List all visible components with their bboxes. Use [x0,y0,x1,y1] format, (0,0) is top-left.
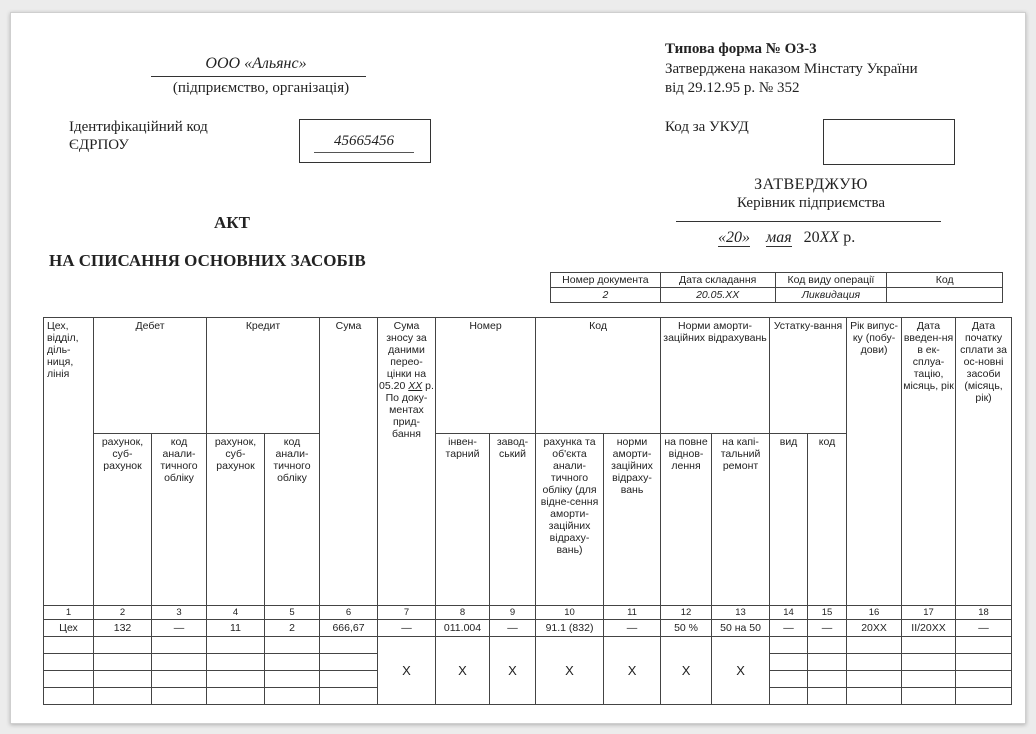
empty-cell [265,637,320,654]
empty-cell [265,688,320,705]
empty-cell [152,671,207,688]
empty-cell [44,688,94,705]
col-number: 12 [661,606,712,620]
cell-factory: — [490,620,536,637]
empty-cell [207,688,265,705]
empty-cell [44,671,94,688]
empty-cell [808,654,847,671]
cell-full-renewal: 50 % [661,620,712,637]
document-sheet [10,12,1026,724]
date-month: мая [766,229,792,246]
empty-cell [44,654,94,671]
empty-cell [320,671,378,688]
empty-cell [94,654,152,671]
sub-debit-account: рахунок, суб-рахунок [94,434,152,606]
cell-depreciation: — [378,620,436,637]
hdr-debit: Дебет [94,318,207,434]
approve-signature-line [676,221,941,222]
sub-debit-analytic-code: код анали-тичного обліку [152,434,207,606]
hdr-equipment: Устатку-вання [770,318,847,434]
act-subtitle: НА СПИСАННЯ ОСНОВНИХ ЗАСОБІВ [49,251,366,270]
col-number: 7 [378,606,436,620]
sub-inventory: інвен-тарний [436,434,490,606]
cell-norms-code: — [604,620,661,637]
cell-debit-analytic: — [152,620,207,637]
empty-cell [770,637,808,654]
col-number: 13 [712,606,770,620]
col-number: 17 [902,606,956,620]
empty-cell [956,654,1012,671]
x-mark: X [378,637,436,705]
sub-factory: завод-ський [490,434,536,606]
cell-credit-analytic: 2 [265,620,320,637]
empty-cell [956,688,1012,705]
hdr-credit: Кредит [207,318,320,434]
hdr-year: Рік випус-ку (побу-дови) [847,318,902,606]
sub-equipment-kind: вид [770,434,808,606]
col-number: 6 [320,606,378,620]
empty-cell [770,671,808,688]
doc-meta-table [550,272,1003,303]
ukud-label: Код за УКУД [665,119,749,135]
sub-capital-repair: на капі-тальний ремонт [712,434,770,606]
approve-head: Керівник підприємства [736,195,885,211]
ukud-box [823,119,955,165]
empty-cell [207,654,265,671]
cell-sum: 666,67 [320,620,378,637]
empty-cell [207,671,265,688]
empty-cell [847,654,902,671]
cell-equipment-code: — [808,620,847,637]
cell-payment-start: — [956,620,1012,637]
col-number: 1 [44,606,94,620]
hdr-sum: Сума [320,318,378,606]
operation-code-header: Код виду операції [775,273,887,288]
x-mark: X [490,637,536,705]
code-value [887,288,1003,303]
empty-cell [902,688,956,705]
empty-cell [956,671,1012,688]
approved-line-1: Затверджена наказом Мінстату України [665,61,918,77]
sub-equipment-code: код [808,434,847,606]
form-title: Типова форма № ОЗ-3 [665,41,817,57]
empty-cell [902,671,956,688]
hdr-norms: Норми аморти-заційних відрахувань [661,318,770,434]
cell-capital-repair: 50 на 50 [712,620,770,637]
cell-year: 20XX [847,620,902,637]
id-code-value: 45665456 [334,133,394,149]
col-number: 3 [152,606,207,620]
hdr-number: Номер [436,318,536,434]
act-title: АКТ [214,213,250,232]
empty-cell [152,688,207,705]
empty-cell [152,654,207,671]
date-year-prefix: 20 [803,229,820,246]
empty-cell [808,688,847,705]
sub-credit-account: рахунок, суб-рахунок [207,434,265,606]
empty-cell [770,654,808,671]
hdr-shop: Цех, відділ, діль-ниця, лінія [44,318,94,606]
col-number: 14 [770,606,808,620]
col-number: 10 [536,606,604,620]
cell-debit-account: 132 [94,620,152,637]
id-code-label-1: Ідентифікаційний код [69,119,208,135]
code-header: Код [887,273,1003,288]
hdr-commission-date: Дата введен-ня в ек-сплуа-тацію, місяць, рік [902,318,956,606]
col-number: 11 [604,606,661,620]
empty-cell [265,654,320,671]
col-number: 5 [265,606,320,620]
empty-cell [320,637,378,654]
cell-inventory: 011.004 [436,620,490,637]
empty-cell [956,637,1012,654]
sub-object-account: рахунка та об'єкта анали-тичного обліку (для відне-сення аморти-заційних відраху-вань) [536,434,604,606]
org-caption: (підприємство, організація) [172,80,350,96]
cell-shop: Цех [44,620,94,637]
hdr-payment-start: Дата початку сплати за ос-новні засоби (місяць, рік) [956,318,1012,606]
date-day: «20» [718,229,750,246]
empty-cell [207,637,265,654]
cell-object-account: 91.1 (832) [536,620,604,637]
col-number: 2 [94,606,152,620]
empty-cell [152,637,207,654]
date-year: XX [819,229,840,246]
id-code-box [299,119,431,163]
hdr-depreciation-xx: ХХ [408,380,423,392]
hdr-depreciation-post: р. По доку-ментах прид-бання [385,380,434,440]
doc-number-value: 2 [551,288,661,303]
empty-cell [94,637,152,654]
x-mark: X [436,637,490,705]
assets-table [43,317,1012,705]
hdr-depreciation-pre: Сума зносу за даними перео-цінки на 05.20 [379,320,427,392]
empty-cell [847,637,902,654]
x-mark: X [712,637,770,705]
empty-cell [94,688,152,705]
empty-cell [847,671,902,688]
doc-number-header: Номер документа [551,273,661,288]
sub-norms-code: норми аморти-заційних відраху-вань [604,434,661,606]
sub-credit-analytic-code: код анали-тичного обліку [265,434,320,606]
col-number: 4 [207,606,265,620]
empty-cell [847,688,902,705]
col-number: 18 [956,606,1012,620]
cell-equipment-kind: — [770,620,808,637]
hdr-depreciation [378,318,436,606]
x-mark: X [604,637,661,705]
approve-title: ЗАТВЕРДЖУЮ [754,176,868,193]
empty-cell [94,671,152,688]
org-underline [151,76,366,77]
empty-cell [808,671,847,688]
empty-cell [808,637,847,654]
cell-commission-date: II/20XX [902,620,956,637]
doc-date-value: 20.05.XX [660,288,775,303]
col-number: 15 [808,606,847,620]
col-number: 9 [490,606,536,620]
table-row [44,620,1012,637]
col-number: 8 [436,606,490,620]
empty-cell [320,688,378,705]
operation-code-value: Ликвидация [775,288,887,303]
cell-credit-account: 11 [207,620,265,637]
empty-cell [770,688,808,705]
org-name: ООО «Альянс» [205,55,307,72]
empty-cell [320,654,378,671]
id-code-label-2: ЄДРПОУ [69,137,129,153]
approved-line-2: від 29.12.95 р. № 352 [665,80,800,96]
id-code-underline [314,152,414,153]
date-suffix: р. [843,229,856,246]
empty-cell [44,637,94,654]
column-numbers-row [44,606,1012,620]
table-row [44,637,1012,654]
sub-full-renewal: на повне віднов-лення [661,434,712,606]
col-number: 16 [847,606,902,620]
approve-date [718,229,855,247]
x-mark: X [661,637,712,705]
x-mark: X [536,637,604,705]
empty-cell [902,654,956,671]
empty-cell [902,637,956,654]
empty-cell [265,671,320,688]
doc-date-header: Дата складання [660,273,775,288]
hdr-code: Код [536,318,661,434]
